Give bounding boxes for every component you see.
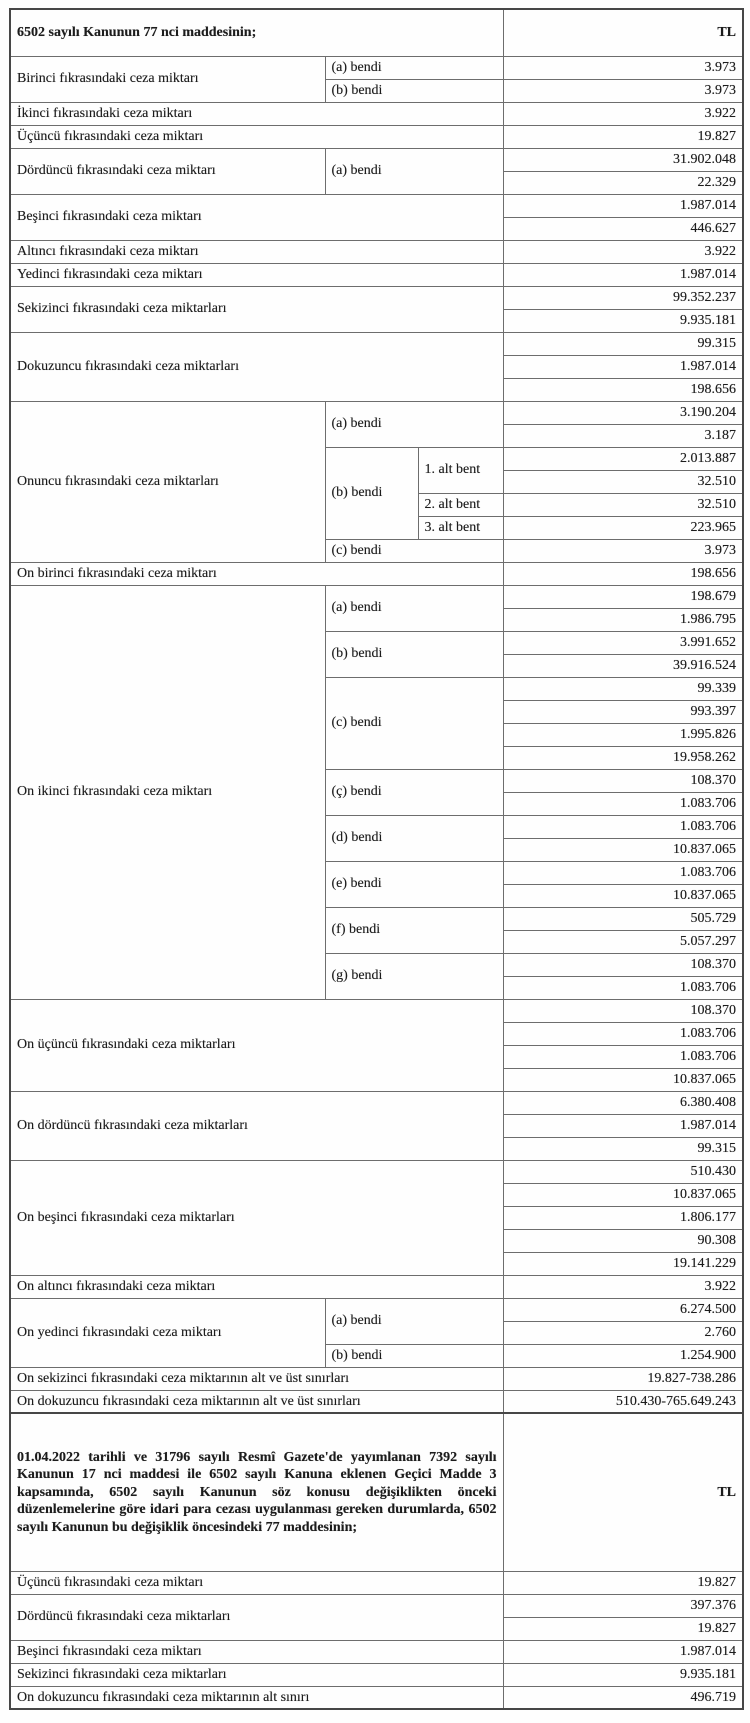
table-row: [10, 56, 743, 79]
penalty-label-cell: Altıncı fıkrasındaki ceza miktarı: [10, 240, 503, 263]
table-row: [10, 1367, 743, 1390]
penalty-amount-cell: 32.510: [503, 470, 743, 493]
table-row: [10, 102, 743, 125]
penalty-label-cell: Beşinci fıkrasındaki ceza miktarı: [10, 1640, 503, 1663]
penalty-amount-cell: 510.430-765.649.243: [503, 1390, 743, 1413]
table-row: [10, 240, 743, 263]
table-row: [10, 286, 743, 309]
penalty-label-cell: (b) bendi: [325, 631, 503, 677]
penalty-label-cell: Üçüncü fıkrasındaki ceza miktarı: [10, 1571, 503, 1594]
penalty-amount-cell: 3.190.204: [503, 401, 743, 424]
table-row: [10, 332, 743, 355]
penalty-label-cell: Sekizinci fıkrasındaki ceza miktarları: [10, 286, 503, 332]
penalty-amount-cell: 99.315: [503, 1137, 743, 1160]
penalty-label-cell: On birinci fıkrasındaki ceza miktarı: [10, 562, 503, 585]
penalty-amount-cell: 19.141.229: [503, 1252, 743, 1275]
penalty-amount-cell: 19.958.262: [503, 746, 743, 769]
penalty-label-cell: (c) bendi: [325, 539, 503, 562]
penalty-amount-cell: 1.083.706: [503, 815, 743, 838]
penalty-amount-cell: 3.922: [503, 102, 743, 125]
penalty-amount-cell: 108.370: [503, 953, 743, 976]
penalty-amount-cell: 1.986.795: [503, 608, 743, 631]
penalty-amount-cell: 108.370: [503, 999, 743, 1022]
penalty-amount-cell: 1.987.014: [503, 355, 743, 378]
penalty-label-cell: On dördüncü fıkrasındaki ceza miktarları: [10, 1091, 503, 1160]
penalty-amount-cell: 223.965: [503, 516, 743, 539]
penalty-label-cell: Üçüncü fıkrasındaki ceza miktarı: [10, 125, 503, 148]
penalty-amount-cell: 1.083.706: [503, 792, 743, 815]
penalty-label-cell: 3. alt bent: [418, 516, 503, 539]
table-row: [10, 1298, 743, 1321]
penalty-label-cell: (b) bendi: [325, 1344, 503, 1367]
penalty-label-cell: (a) bendi: [325, 56, 503, 79]
penalty-amount-cell: 6.380.408: [503, 1091, 743, 1114]
section-header-cell: 6502 sayılı Kanunun 77 nci maddesinin;: [10, 9, 503, 56]
penalty-label-cell: (a) bendi: [325, 148, 503, 194]
penalty-amount-cell: 10.837.065: [503, 1068, 743, 1091]
penalty-amount-cell: 446.627: [503, 217, 743, 240]
penalty-amount-cell: 2.013.887: [503, 447, 743, 470]
penalty-label-cell: (f) bendi: [325, 907, 503, 953]
penalty-amount-cell: 39.916.524: [503, 654, 743, 677]
penalty-amount-cell: 19.827: [503, 125, 743, 148]
penalty-amount-cell: 3.973: [503, 539, 743, 562]
penalty-label-cell: Dokuzuncu fıkrasındaki ceza miktarları: [10, 332, 503, 401]
penalty-amount-cell: 3.973: [503, 79, 743, 102]
table-row: [10, 263, 743, 286]
penalty-label-cell: Dördüncü fıkrasındaki ceza miktarı: [10, 148, 325, 194]
penalty-label-cell: (d) bendi: [325, 815, 503, 861]
table-row: [10, 585, 743, 608]
table-row: [10, 9, 743, 56]
penalty-label-cell: On sekizinci fıkrasındaki ceza miktarının alt ve üst sınırları: [10, 1367, 503, 1390]
penalty-amount-cell: 6.274.500: [503, 1298, 743, 1321]
penalty-label-cell: On yedinci fıkrasındaki ceza miktarı: [10, 1298, 325, 1367]
penalty-label-cell: On altıncı fıkrasındaki ceza miktarı: [10, 1275, 503, 1298]
penalty-amount-cell: 10.837.065: [503, 838, 743, 861]
penalty-amount-cell: 31.902.048: [503, 148, 743, 171]
penalty-amount-cell: 99.315: [503, 332, 743, 355]
penalty-label-cell: Dördüncü fıkrasındaki ceza miktarları: [10, 1594, 503, 1640]
table-row: [10, 1640, 743, 1663]
table-row: [10, 562, 743, 585]
penalty-amount-cell: 19.827-738.286: [503, 1367, 743, 1390]
penalty-amount-cell: 1.987.014: [503, 263, 743, 286]
penalty-label-cell: On dokuzuncu fıkrasındaki ceza miktarının alt ve üst sınırları: [10, 1390, 503, 1413]
penalty-amount-cell: 1.806.177: [503, 1206, 743, 1229]
penalty-label-cell: Birinci fıkrasındaki ceza miktarı: [10, 56, 325, 102]
penalty-label-cell: 2. alt bent: [418, 493, 503, 516]
penalty-amount-cell: 1.254.900: [503, 1344, 743, 1367]
penalty-amount-cell: 90.308: [503, 1229, 743, 1252]
penalty-amount-cell: 198.679: [503, 585, 743, 608]
table-row: [10, 1663, 743, 1686]
penalty-amount-cell: 99.339: [503, 677, 743, 700]
penalty-amount-cell: 1.987.014: [503, 194, 743, 217]
penalty-label-cell: Sekizinci fıkrasındaki ceza miktarları: [10, 1663, 503, 1686]
penalty-label-cell: (g) bendi: [325, 953, 503, 999]
table-row: [10, 1571, 743, 1594]
penalty-amount-cell: 9.935.181: [503, 1663, 743, 1686]
table-row: [10, 1594, 743, 1617]
table-row: [10, 194, 743, 217]
penalty-label-cell: (a) bendi: [325, 585, 503, 631]
penalty-amounts-table: [9, 8, 744, 1710]
penalty-label-cell: (b) bendi: [325, 447, 418, 539]
penalty-amount-cell: 1.083.706: [503, 861, 743, 884]
penalty-amount-cell: 1.083.706: [503, 976, 743, 999]
penalty-label-cell: (c) bendi: [325, 677, 503, 769]
penalty-label-cell: Onuncu fıkrasındaki ceza miktarları: [10, 401, 325, 562]
penalty-amount-cell: 3.187: [503, 424, 743, 447]
penalty-amount-cell: 1.995.826: [503, 723, 743, 746]
penalty-amount-cell: 10.837.065: [503, 884, 743, 907]
penalty-amount-cell: 5.057.297: [503, 930, 743, 953]
table-row: [10, 148, 743, 171]
penalty-label-cell: (ç) bendi: [325, 769, 503, 815]
penalty-amount-cell: 198.656: [503, 378, 743, 401]
penalty-amount-cell: 1.987.014: [503, 1114, 743, 1137]
scanned-table-region: [9, 8, 744, 1710]
penalty-amount-cell: 9.935.181: [503, 309, 743, 332]
table-row: [10, 1390, 743, 1413]
table-row: [10, 1686, 743, 1709]
penalty-label-cell: (a) bendi: [325, 1298, 503, 1344]
penalty-amount-cell: 108.370: [503, 769, 743, 792]
penalty-label-cell: İkinci fıkrasındaki ceza miktarı: [10, 102, 503, 125]
table-row: [10, 1160, 743, 1183]
penalty-amount-cell: 3.922: [503, 240, 743, 263]
penalty-amount-cell: 32.510: [503, 493, 743, 516]
penalty-table-body: [10, 9, 743, 1709]
table-row: [10, 401, 743, 424]
penalty-label-cell: On üçüncü fıkrasındaki ceza miktarları: [10, 999, 503, 1091]
table-row: [10, 125, 743, 148]
penalty-label-cell: On dokuzuncu fıkrasındaki ceza miktarının alt sınırı: [10, 1686, 503, 1709]
penalty-amount-cell: 10.837.065: [503, 1183, 743, 1206]
tl-unit-cell: TL: [503, 1413, 743, 1571]
penalty-amount-cell: 1.083.706: [503, 1045, 743, 1068]
penalty-amount-cell: 22.329: [503, 171, 743, 194]
penalty-amount-cell: 19.827: [503, 1617, 743, 1640]
penalty-label-cell: Beşinci fıkrasındaki ceza miktarı: [10, 194, 503, 240]
penalty-amount-cell: 19.827: [503, 1571, 743, 1594]
penalty-label-cell: (a) bendi: [325, 401, 503, 447]
table-row: [10, 999, 743, 1022]
penalty-label-cell: Yedinci fıkrasındaki ceza miktarı: [10, 263, 503, 286]
penalty-amount-cell: 505.729: [503, 907, 743, 930]
penalty-label-cell: (b) bendi: [325, 79, 503, 102]
penalty-amount-cell: 2.760: [503, 1321, 743, 1344]
penalty-amount-cell: 1.083.706: [503, 1022, 743, 1045]
penalty-amount-cell: 496.719: [503, 1686, 743, 1709]
tl-unit-cell: TL: [503, 9, 743, 56]
penalty-label-cell: On beşinci fıkrasındaki ceza miktarları: [10, 1160, 503, 1275]
penalty-amount-cell: 3.973: [503, 56, 743, 79]
table-row: [10, 1275, 743, 1298]
penalty-amount-cell: 993.397: [503, 700, 743, 723]
penalty-label-cell: (e) bendi: [325, 861, 503, 907]
penalty-amount-cell: 3.922: [503, 1275, 743, 1298]
penalty-label-cell: On ikinci fıkrasındaki ceza miktarı: [10, 585, 325, 999]
note-paragraph-cell: 01.04.2022 tarihli ve 31796 sayılı Resmî Gazete'de yayımlanan 7392 sayılı Kanunun 17 nci maddesi ile 6502 sayılı Kanuna eklenen Geçici Madde 3 kapsamında, 6502 sayılı Kanunun söz konusu değişiklikten önceki düzenlemelerine göre idari para cezası uygulanması gereken durumlarda, 6502 sayılı Kanunun bu değişiklik öncesindeki 77 maddesinin;: [10, 1413, 503, 1571]
penalty-label-cell: 1. alt bent: [418, 447, 503, 493]
table-row: [10, 1091, 743, 1114]
table-row: [10, 1413, 743, 1571]
penalty-amount-cell: 510.430: [503, 1160, 743, 1183]
penalty-amount-cell: 3.991.652: [503, 631, 743, 654]
penalty-amount-cell: 397.376: [503, 1594, 743, 1617]
penalty-amount-cell: 1.987.014: [503, 1640, 743, 1663]
penalty-amount-cell: 99.352.237: [503, 286, 743, 309]
penalty-amount-cell: 198.656: [503, 562, 743, 585]
